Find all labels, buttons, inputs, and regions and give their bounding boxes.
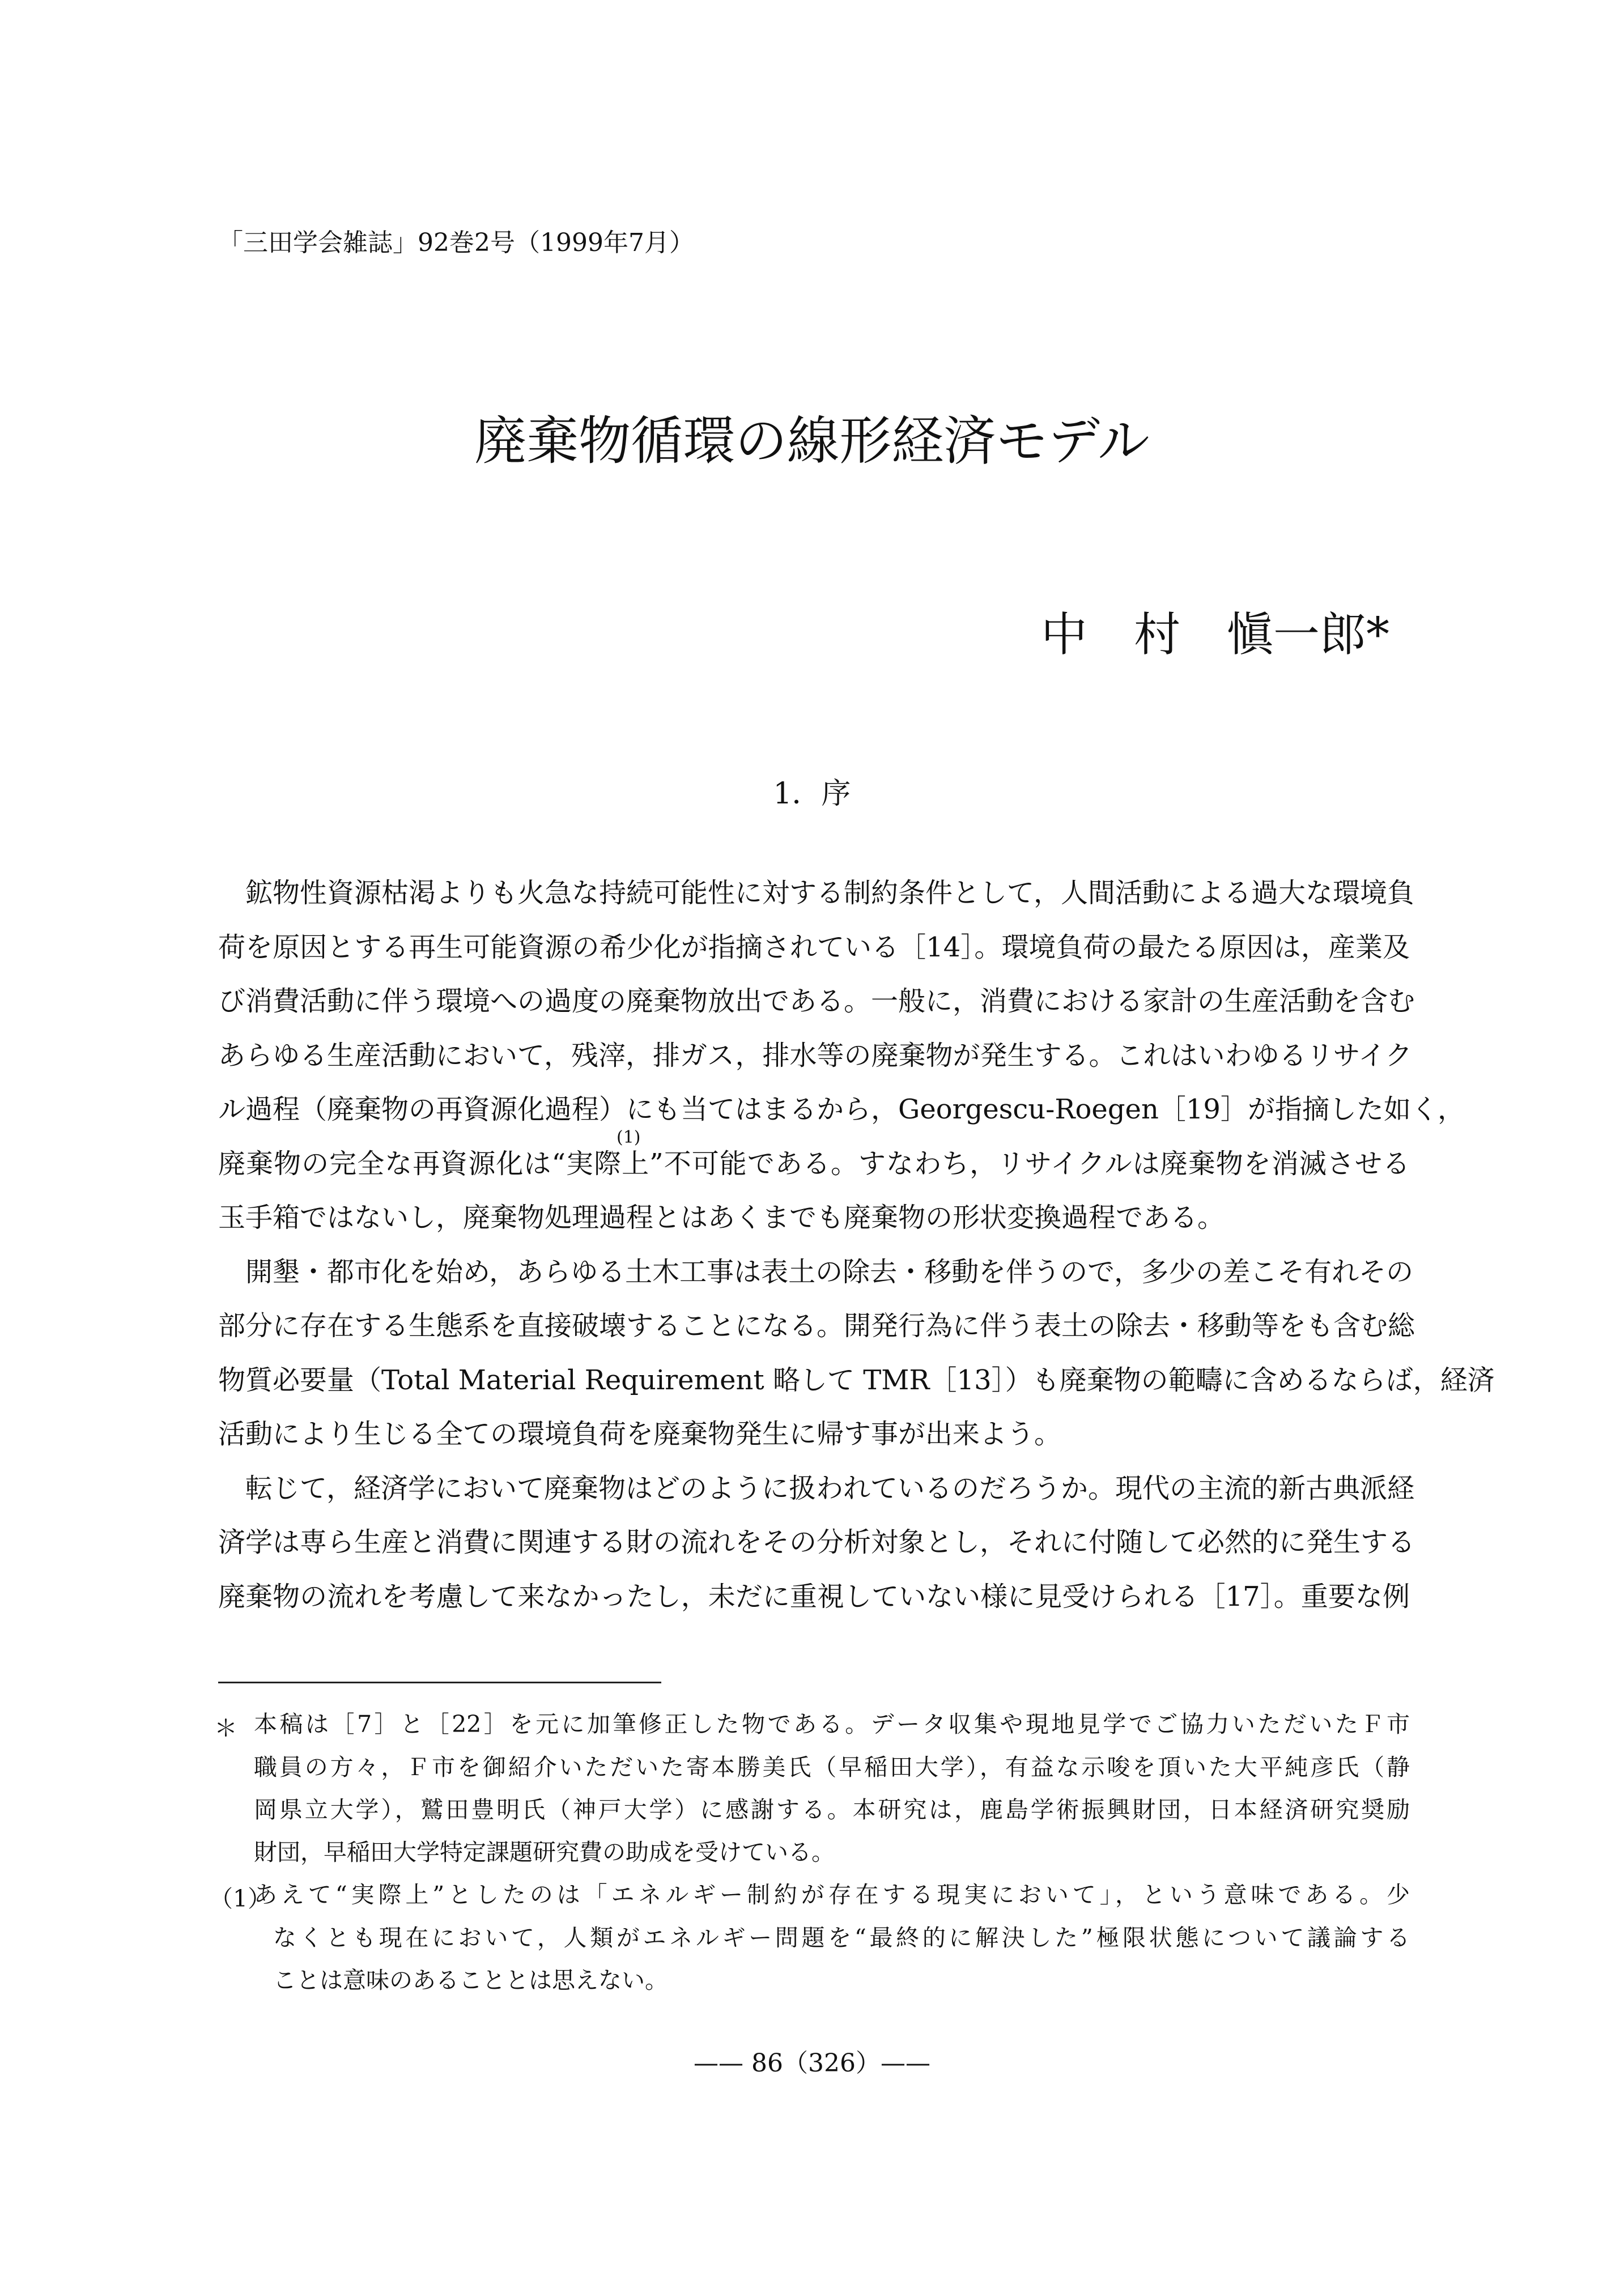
journal-header: 「三田学会雑誌」92巻2号（1999年7月） [218,228,694,257]
footnote-mark: ＊ [214,1715,237,1742]
body-line: 物質必要量（Total Material Requirement 略して TMR［13］）も廃棄物の範疇に含めるならば，経済 [218,1364,1495,1396]
footnote-line: 財団，早稲田大学特定課題研究費の助成を受けている。 [254,1839,835,1866]
footnote-marker: (1) [617,1128,641,1147]
body-line: ル過程（廃棄物の再資源化過程）にも当てはまるから，Georgescu-Roegen［19］が指摘した如く， [218,1094,1465,1125]
body-line: 開墾・都市化を始め，あらゆる土木工事は表土の除去・移動を伴うので，多少の差こそ有れその [245,1256,1414,1288]
footnote-line: 岡県立大学），鷲田豊明氏（神戸大学）に感謝する。本研究は，鹿島学術振興財団，日本経済研究奨励 [254,1796,1410,1823]
body-line: び消費活動に伴う環境への過度の廃棄物放出である。一般に，消費における家計の生産活動を含む [218,985,1415,1017]
body-line: 済学は専ら生産と消費に関連する財の流れをその分析対象とし，それに付随して必然的に発生する [218,1526,1415,1558]
footnote-line: 職員の方々，Ｆ市を御紹介いただいた寄本勝美氏（早稲田大学），有益な示唆を頂いた大平純彦氏（静 [254,1754,1410,1781]
body-line: 転じて，経済学において廃棄物はどのように扱われているのだろうか。現代の主流的新古典派経 [245,1473,1415,1504]
body-line: 荷を原因とする再生可能資源の希少化が指摘されている［14］。環境負荷の最たる原因は，産業及 [218,931,1410,963]
footnote-rule [218,1682,661,1683]
section-heading: 1．序 [773,777,851,811]
footnote-line: なくとも現在において，人類がエネルギー問題を“最終的に解決した”極限状態について議論する [273,1924,1410,1951]
footnote-mark: （1） [210,1885,271,1912]
body-line: 鉱物性資源枯渇よりも火急な持続可能性に対する制約条件として，人間活動による過大な環境負 [245,877,1415,909]
body-line: 活動により生じる全ての環境負荷を廃棄物発生に帰す事が出来よう。 [218,1418,1062,1450]
body-line: 部分に存在する生態系を直接破壊することになる。開発行為に伴う表土の除去・移動等をも含む総 [218,1310,1415,1342]
body-line: 廃棄物の完全な再資源化は“実際上”不可能である。すなわち，リサイクルは廃棄物を消滅させる [218,1148,1410,1180]
author-name: 中 村 愼一郎* [1041,608,1390,662]
body-line: あらゆる生産活動において，残滓，排ガス，排水等の廃棄物が発生する。これはいわゆるリサイク [218,1040,1413,1071]
page-number: —— 86（326）—— [694,2049,930,2078]
body-line: 廃棄物の流れを考慮して来なかったし，未だに重視していない様に見受けられる［17］。重要な例 [218,1581,1410,1613]
footnote-line: ことは意味のあることとは思えない。 [273,1967,668,1994]
paper-title: 廃棄物循環の線形経済モデル [474,411,1150,471]
body-line: 玉手箱ではないし，廃棄物処理過程とはあくまでも廃棄物の形状変換過程である。 [218,1202,1225,1233]
footnote-line: あえて“実際上”としたのは「エネルギー制約が存在する現実において」，という意味である。少 [254,1881,1410,1908]
footnote-line: 本稿は［7］と［22］を元に加筆修正した物である。データ収集や現地見学でご協力いただいたＦ市 [254,1711,1410,1738]
